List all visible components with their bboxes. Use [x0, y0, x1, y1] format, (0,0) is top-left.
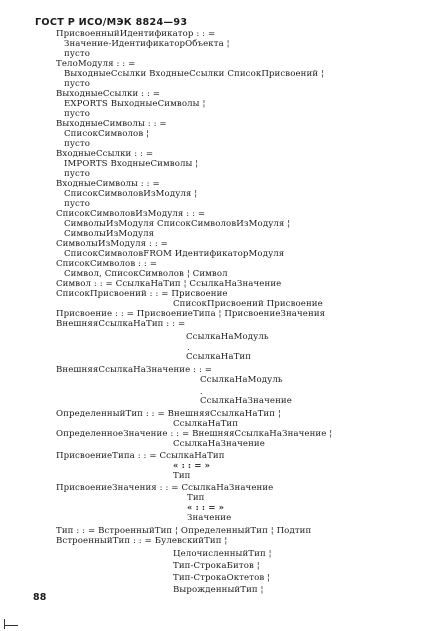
grammar-line: Присвоение : : = ПрисвоениеТипа ¦ ПрисвоениеЗначения: [56, 309, 326, 319]
grammar-line: СписокСимволовИзМодуля : : =: [56, 209, 206, 219]
grammar-line: Тип: [187, 493, 205, 503]
grammar-line: Значение-ИдентификаторОбъекта ¦: [64, 39, 230, 49]
grammar-line: пусто: [64, 109, 91, 119]
grammar-line: СимволыИзМодуля: [64, 229, 155, 239]
grammar-line: Тип: [173, 471, 191, 481]
grammar-line: ВнешняяСсылкаНаТип : : =: [56, 319, 186, 329]
grammar-line: СписокПрисвоений Присвоение: [173, 299, 323, 309]
grammar-line: ВходныеСимволы : : =: [56, 179, 160, 189]
grammar-line: ТелоМодуля : : =: [56, 59, 136, 69]
grammar-line: ВыходныеСсылки : : =: [56, 89, 161, 99]
grammar-line: ВыходныеСимволы : : =: [56, 119, 167, 129]
grammar-line: СимволыИзМодуля : : =: [56, 239, 168, 249]
grammar-line: СписокСимволов ¦: [64, 129, 150, 139]
grammar-line: ВыходныеСсылки ВходныеСсылки СписокПрисвоений ¦: [64, 69, 324, 79]
grammar-line: ПрисвоениеТипа : : = СсылкаНаТип: [56, 451, 225, 461]
corner-mark-vertical: [4, 619, 5, 629]
grammar-line: Символ : : = СсылкаНаТип ¦ СсылкаНаЗначение: [56, 279, 282, 289]
corner-mark-horizontal: [4, 625, 18, 626]
grammar-line: ВстроенныйТип : : = БулевскийТип ¦: [56, 536, 228, 546]
grammar-line: Тип : : = ВстроенныйТип ¦ ОпределенныйТип ¦ Подтип: [56, 526, 312, 536]
grammar-line: СсылкаНаЗначение: [173, 439, 265, 449]
grammar-line: СсылкаНаТип: [173, 419, 239, 429]
grammar-line: Тип-СтрокаОктетов ¦: [173, 573, 271, 583]
grammar-line: пусто: [64, 79, 91, 89]
grammar-line: пусто: [64, 169, 91, 179]
grammar-line: ОпределенноеЗначение : : = ВнешняяСсылкаНаЗначение ¦: [56, 429, 333, 439]
grammar-line: .: [200, 387, 203, 397]
grammar-line: СсылкаНаМодуль: [186, 332, 269, 342]
grammar-line: ОпределенныйТип : : = ВнешняяСсылкаНаТип ¦: [56, 409, 281, 419]
grammar-line: СписокСимволов : : =: [56, 259, 158, 269]
grammar-line: « : : = »: [187, 503, 225, 513]
grammar-line: СсылкаНаМодуль: [200, 375, 283, 385]
grammar-line: СсылкаНаТип: [186, 352, 252, 362]
grammar-line: ЦелочисленныйТип ¦: [173, 549, 272, 559]
grammar-line: ВходныеСсылки : : =: [56, 149, 154, 159]
grammar-line: СписокСимволовИзМодуля ¦: [64, 189, 198, 199]
grammar-line: пусто: [64, 199, 91, 209]
page-number: 88: [33, 592, 47, 603]
grammar-line: ПрисвоениеЗначения : : = СсылкаНаЗначение: [56, 483, 274, 493]
grammar-line: СсылкаНаЗначение: [200, 396, 292, 406]
grammar-line: IMPORTS ВходныеСимволы ¦: [64, 159, 199, 169]
grammar-line: Тип-СтрокаБитов ¦: [173, 561, 260, 571]
grammar-line: ВырожденныйТип ¦: [173, 585, 264, 595]
grammar-line: Значение: [187, 513, 232, 523]
document-header: ГОСТ Р ИСО/МЭК 8824—93: [35, 17, 188, 28]
grammar-line: ПрисвоенныйИдентификатор : : =: [56, 29, 216, 39]
grammar-line: пусто: [64, 49, 91, 59]
grammar-line: Символ, СписокСимволов ¦ Символ: [64, 269, 228, 279]
grammar-line: EXPORTS ВыходныеСимволы ¦: [64, 99, 206, 109]
grammar-line: .: [187, 343, 190, 353]
grammar-line: « : : = »: [173, 461, 211, 471]
grammar-line: СписокПрисвоений : : = Присвоение: [56, 289, 228, 299]
grammar-line: ВнешняяСсылкаНаЗначение : : =: [56, 365, 213, 375]
grammar-line: СимволыИзМодуля СписокСимволовИзМодуля ¦: [64, 219, 291, 229]
grammar-line: СписокСимволовFROM ИдентификаторМодуля: [64, 249, 285, 259]
grammar-line: пусто: [64, 139, 91, 149]
